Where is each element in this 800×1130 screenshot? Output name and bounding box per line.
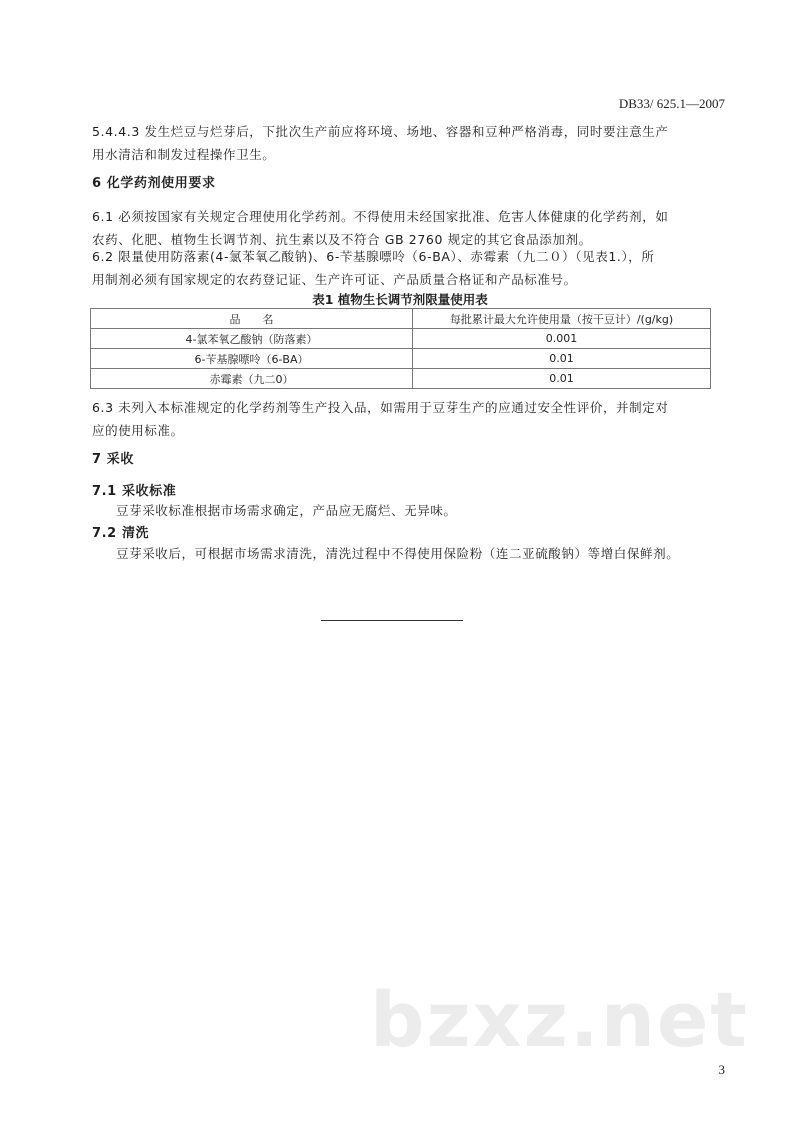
table-cell-name: 6-苄基腺嘌呤（6-BA） (91, 349, 413, 369)
section-7-heading: 7 采收 (92, 452, 134, 467)
page-number: 3 (718, 1062, 725, 1077)
clause-6-2 (92, 245, 732, 291)
regulator-limit-table (90, 308, 711, 389)
clause-7-2-text: 豆芽采收后，可根据市场需求清洗，清洗过程中不得使用保险粉（连二亚硫酸钠）等增白保鲜剂。 (116, 546, 680, 561)
table-cell-name: 4-氯苯氧乙酸钠（防落素） (91, 329, 413, 349)
table-header-row (91, 309, 711, 329)
clause-6-1-line2: 农药、化肥、植物生长调节剂、抗生素以及不符合 GB 2760 规定的其它食品添加剂。 (92, 232, 592, 247)
table-caption: 表1 植物生长调节剂限量使用表 (312, 292, 488, 307)
table-row (91, 329, 711, 349)
clause-6-2-line1: 6.2 限量使用防落素(4-氯苯氧乙酸钠)、6-苄基腺嘌呤（6-BA）、赤霉素（九二０）（见表1.），所 (92, 249, 655, 264)
document-number: DB33/ 625.1—2007 (618, 96, 725, 111)
table-row (91, 369, 711, 389)
table-cell-limit: 0.01 (413, 369, 711, 389)
end-rule (321, 620, 463, 621)
table-cell-name: 赤霉素（九二0） (91, 369, 413, 389)
watermark: bzxz.net (370, 975, 749, 1064)
clause-7-1-text: 豆芽采收标准根据市场需求确定，产品应无腐烂、无异味。 (116, 503, 457, 518)
table-header-name: 品 名 (91, 309, 413, 329)
section-6-heading: 6 化学药剂使用要求 (92, 176, 216, 191)
clause-5-4-4-3-line1: 5.4.4.3 发生烂豆与烂芽后，下批次生产前应将环境、场地、容器和豆种严格消毒，同时要注意生产 (92, 124, 669, 139)
clause-7-2-heading: 7.2 清洗 (92, 526, 150, 541)
clause-5-4-4-3 (92, 120, 732, 166)
clause-5-4-4-3-line2: 用水清洁和制发过程操作卫生。 (92, 147, 276, 162)
clause-6-3-line1: 6.3 未列入本标准规定的化学药剂等生产投入品，如需用于豆芽生产的应通过安全性评价，并制定对 (92, 400, 669, 415)
table-cell-limit: 0.01 (413, 349, 711, 369)
clause-6-3 (92, 396, 732, 442)
table-cell-limit: 0.001 (413, 329, 711, 349)
clause-6-1-line1: 6.1 必须按国家有关规定合理使用化学药剂。不得使用未经国家批准、危害人体健康的化学药剂，如 (92, 209, 669, 224)
clause-6-3-line2: 应的使用标准。 (92, 423, 184, 438)
clause-7-1-heading: 7.1 采收标准 (92, 484, 177, 499)
table-header-limit: 每批累计最大允许使用量（按干豆计）/(g/kg) (413, 309, 711, 329)
clause-6-2-line2: 用制剂必须有国家规定的农药登记证、生产许可证、产品质量合格证和产品标准号。 (92, 272, 577, 287)
table-row (91, 349, 711, 369)
